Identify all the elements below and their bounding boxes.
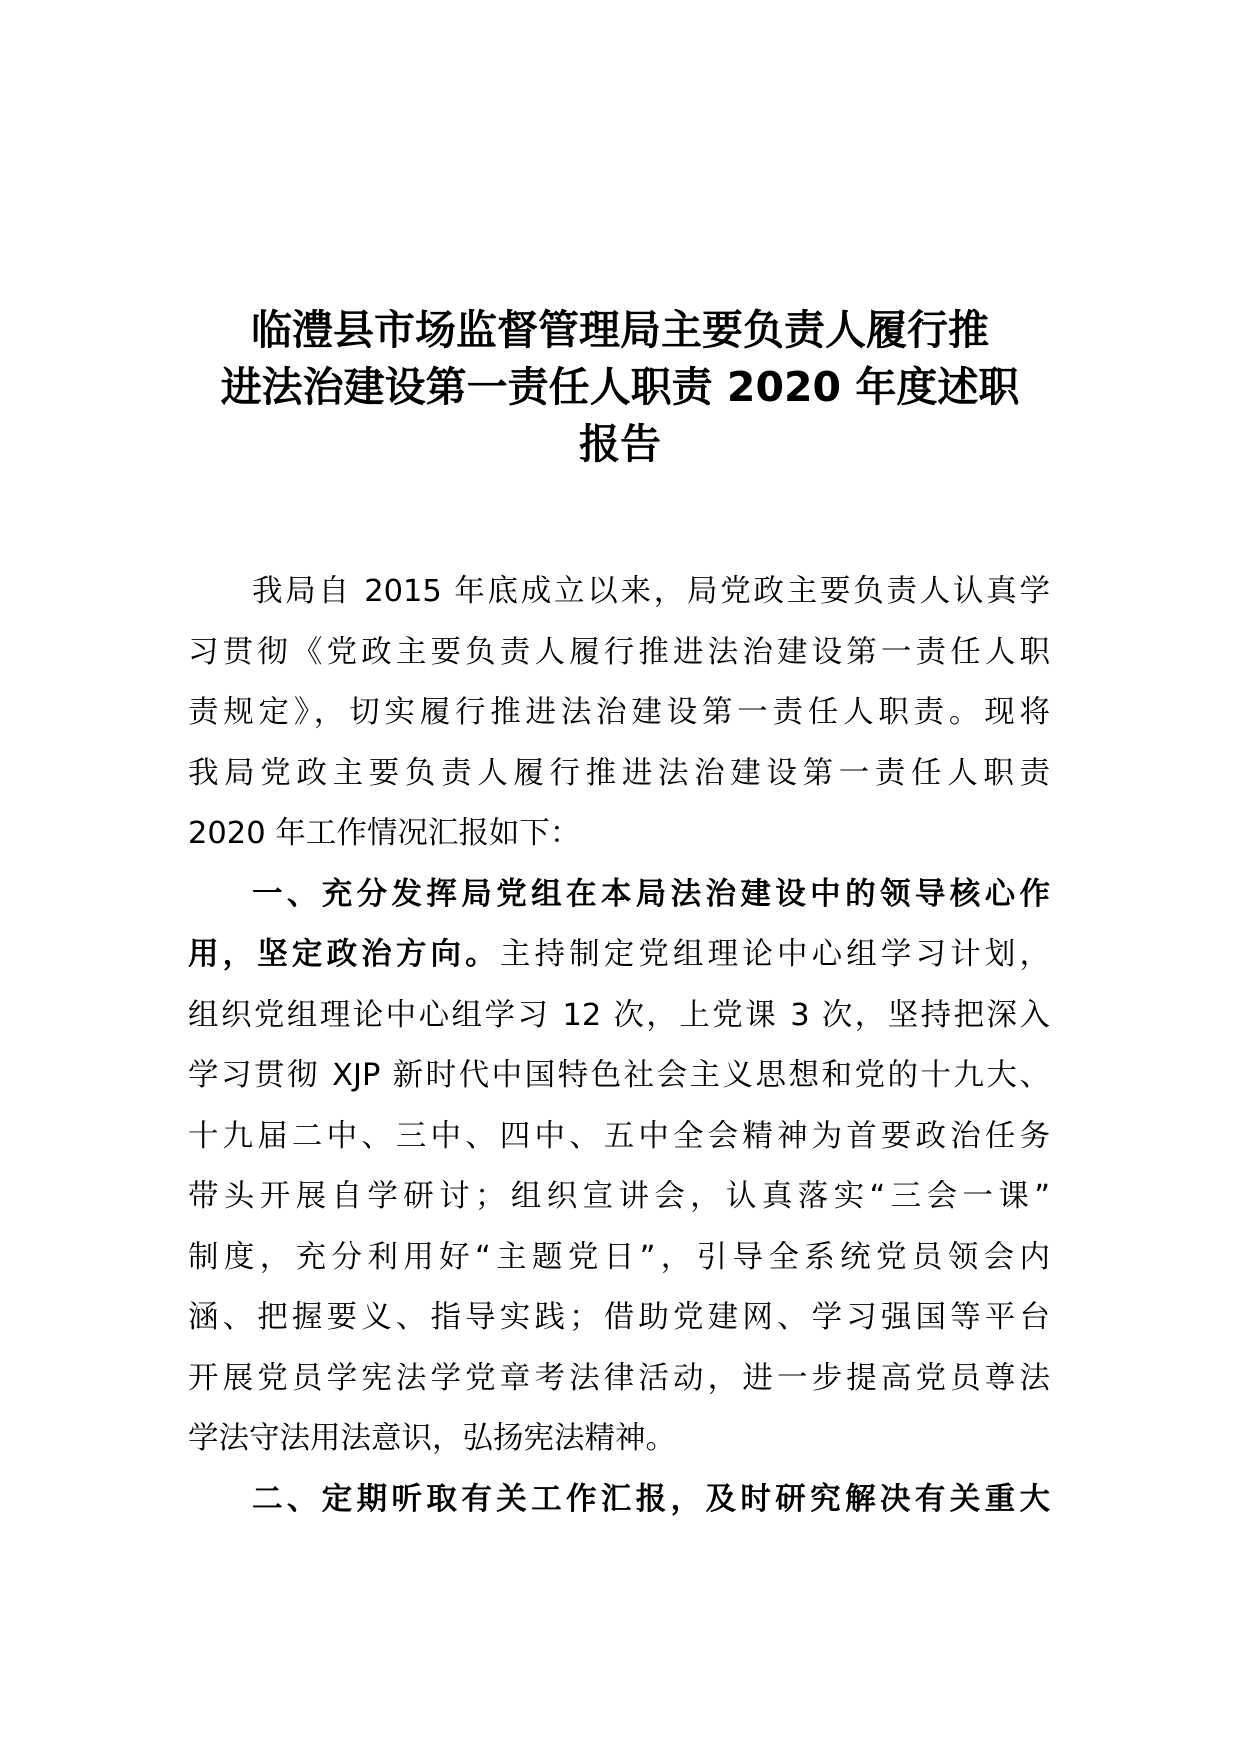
- paragraph-line: 十九届二中、三中、四中、五中全会精神为首要政治任务: [188, 1118, 1050, 1154]
- paragraph-line: 组织党组理论中心组学习 12 次，上党课 3 次，坚持把深入: [188, 997, 1050, 1033]
- paragraph-line: 学习贯彻 XJP 新时代中国特色社会主义思想和党的十九大、: [188, 1058, 1050, 1093]
- paragraph-line: 责规定》，切实履行推进法治建设第一责任人职责。现将: [188, 695, 1050, 730]
- paragraph-line: 带头开展自学研讨；组织宣讲会，认真落实“三会一课”: [188, 1179, 1050, 1214]
- paragraph-line: 2020 年工作情况汇报如下：: [188, 816, 581, 851]
- title-line: 进法治建设第一责任人职责 2020 年度述职: [220, 363, 1020, 411]
- title-line: 报告: [579, 420, 661, 468]
- section-1-heading: 一、充分发挥局党组在本局法治建设中的领导核心作: [252, 876, 1050, 912]
- paragraph-line: 涵、把握要义、指导实践；借助党建网、学习强国等平台: [188, 1300, 1050, 1335]
- section-1-paragraph: [188, 865, 1050, 1470]
- paragraph-line: 习贯彻《党政主要负责人履行推进法治建设第一责任人职: [188, 634, 1050, 670]
- section-2-paragraph: [188, 1470, 1050, 1531]
- document-title: [190, 302, 1050, 473]
- paragraph-text: 主持制定党组理论中心组学习计划，: [499, 937, 1050, 972]
- paragraph-line: 制度，充分利用好“主题党日”，引导全系统党员领会内: [188, 1239, 1050, 1275]
- paragraph-line: 开展党员学宪法学党章考法律活动，进一步提高党员尊法: [188, 1360, 1050, 1396]
- paragraph-line: 我局党政主要负责人履行推进法治建设第一责任人职责: [188, 755, 1050, 791]
- title-line: 临澧县市场监督管理局主要负责人履行推: [251, 306, 989, 354]
- paragraph-line: 我局自 2015 年底成立以来，局党政主要负责人认真学: [252, 574, 1050, 609]
- section-1-heading-end: 用，坚定政治方向。: [188, 937, 500, 972]
- document-body: [188, 562, 1050, 1530]
- paragraph-line: 学法守法用法意识，弘扬宪法精神。: [188, 1421, 676, 1456]
- intro-paragraph: [188, 562, 1050, 865]
- section-2-heading: 二、定期听取有关工作汇报，及时研究解决有关重大: [252, 1481, 1050, 1517]
- paragraph-line: [188, 925, 1050, 986]
